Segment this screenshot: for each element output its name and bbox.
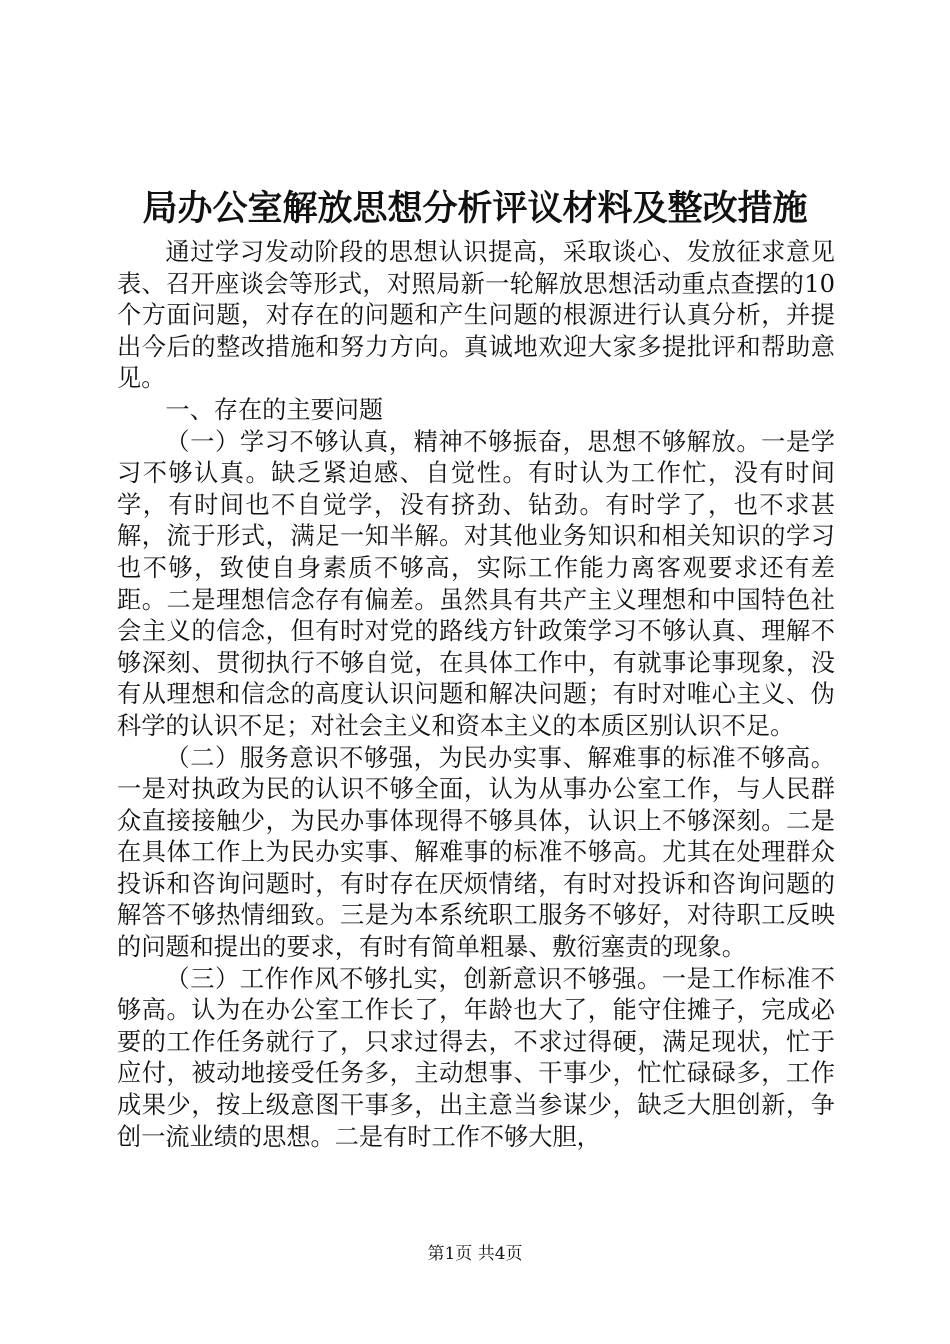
document-title: 局办公室解放思想分析评议材料及整改措施 — [142, 188, 808, 229]
section-heading: 一、存在的主要问题 — [165, 395, 384, 424]
issue-paragraph-3: （三）工作作风不够扎实，创新意识不够强。一是工作标准不够高。认为在办公室工作长了，年龄也大了，能守住摊子，完成必要的工作任务就行了，只求过得去，不求过得硬，满足现状，忙于应付，被动地接受任务多，主动想事、干事少，忙忙碌碌多，工作成果少，按上级意图干事多，出主意当参谋少，缺乏大胆创新，争创一流业绩的思想。二是有时工作不够大胆， — [117, 964, 835, 1151]
issue-paragraph-1: （一）学习不够认真，精神不够振奋，思想不够解放。一是学习不够认真。缺乏紧迫感、自觉性。有时认为工作忙，没有时间学，有时间也不自觉学，没有挤劲、钻劲。有时学了，也不求甚解，流于形式，满足一知半解。对其他业务知识和相关知识的学习也不够，致使自身素质不够高，实际工作能力离客观要求还有差距。二是理想信念存有偏差。虽然具有共产主义理想和中国特色社会主义的信念，但有时对党的路线方针政策学习不够认真、理解不够深刻、贯彻执行不够自觉，在具体工作中，有就事论事现象，没有从理想和信念的高度认识问题和解决问题；有时对唯心主义、伪科学的认识不足；对社会主义和资本主义的本质区别认识不足。 — [117, 427, 835, 740]
intro-paragraph: 通过学习发动阶段的思想认识提高，采取谈心、发放征求意见表、召开座谈会等形式，对照局新一轮解放思想活动重点查摆的10个方面问题，对存在的问题和产生问题的根源进行认真分析，并提出今后的整改措施和努力方向。真诚地欢迎大家多提批评和帮助意见。 — [117, 238, 835, 393]
issue-paragraph-2: （二）服务意识不够强，为民办实事、解难事的标准不够高。一是对执政为民的认识不够全面，认为从事办公室工作，与人民群众直接接触少，为民办事体现得不够具体，认识上不够深刻。二是在具体工作上为民办实事、解难事的标准不够高。尤其在处理群众投诉和咨询问题时，有时存在厌烦情绪，有时对投诉和咨询问题的解答不够热情细致。三是为本系统职工服务不够好，对待职工反映的问题和提出的要求，有时有简单粗暴、敷衍塞责的现象。 — [117, 743, 835, 962]
document-body — [117, 237, 835, 1153]
page-number-footer: 第1页 共4页 — [427, 1244, 523, 1264]
